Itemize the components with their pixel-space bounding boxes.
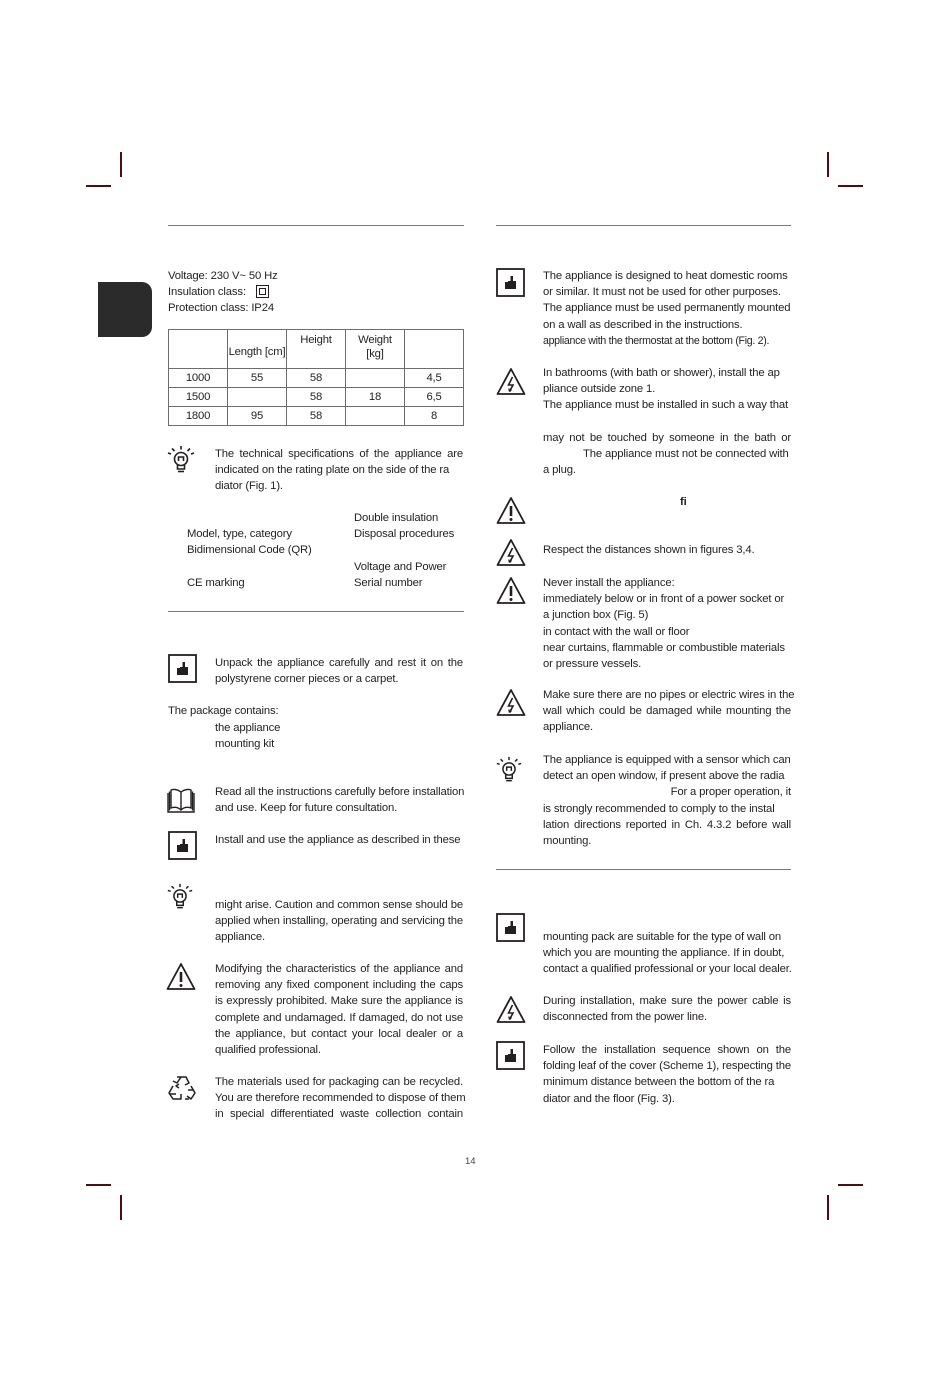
install-use-text: Install and use the appliance as described in these	[215, 834, 461, 846]
table-cell: 58	[287, 388, 346, 407]
recycle-icon	[167, 1073, 197, 1103]
mounting-pack-text: mounting pack are suitable for the type of wall on which you are mounting the appliance. If in doubt, contact a qualified professional or your local dealer.	[543, 931, 792, 976]
electric-hazard-icon	[496, 995, 526, 1025]
intended-use-text: The appliance is designed to heat domestic rooms or similar. It must not be used for other purposes. The appliance must be used permanently mounted on a wall as described in the instructions. appliance with the thermostat at the bottom (Fig. 2).	[543, 270, 791, 347]
electric-hazard-icon	[496, 688, 526, 718]
rule-right-mid	[496, 869, 791, 870]
never-install-text: Never install the appliance: immediately below or in front of a power socket or a junction box (Fig. 5) in contact with the wall or floor near curtains, flammable or combustible materials or pressure vessels.	[543, 577, 785, 671]
table-cell: 8	[405, 407, 464, 426]
crop-mark-bottom-right-h	[838, 1184, 863, 1186]
table-cell: 6,5	[405, 388, 464, 407]
hand-instruction-icon	[496, 1041, 526, 1071]
hand-instruction-icon	[496, 913, 526, 943]
sensor-text: The appliance is equipped with a sensor which can detect an open window, if present above the radia For a proper operation, it is strongly recommended to comply to the instal lation directions reported in Ch. 4.3.2 before wall mounting.	[543, 754, 791, 848]
package-item: mounting kit	[215, 738, 275, 751]
table-cell	[346, 369, 405, 388]
warning-icon	[166, 962, 196, 992]
rating-plate-left-labels: Model, type, category Bidimensional Code (QR) CE marking	[187, 528, 312, 589]
modify-warning-text: Modifying the characteristics of the appliance and removing any fixed component including the caps is expressly prohibited. Make sure the appliance is complete and undamaged. If damaged, do not use the appliance, but contact your local dealer or a qualified professional.	[215, 963, 463, 1057]
voltage-spec: Voltage: 230 V~ 50 Hz	[168, 270, 278, 282]
page-number: 14	[465, 1156, 476, 1167]
recycle-text: The materials used for packaging can be recycled. You are therefore recommended to dispose of them in special differentiated waste collection contain	[215, 1076, 466, 1121]
insulation-spec: Insulation class:	[168, 284, 278, 300]
table-cell: 1800	[169, 407, 228, 426]
protection-spec: Protection class: IP24	[168, 302, 274, 315]
table-header-cell: Height	[287, 330, 346, 369]
crop-mark-bottom-left-v	[120, 1195, 122, 1220]
section-tab	[98, 282, 152, 337]
table-cell: 18	[346, 388, 405, 407]
table-header-cell: Weight [kg]	[346, 330, 405, 369]
table-cell: 55	[228, 369, 287, 388]
crop-mark-bottom-left-h	[86, 1184, 111, 1186]
table-cell: 1500	[169, 388, 228, 407]
power-cable-text: During installation, make sure the power cable is disconnected from the power line.	[543, 995, 791, 1024]
table-row	[169, 407, 464, 426]
crop-mark-top-right-v	[827, 152, 829, 177]
fi-warning-text: fi	[680, 496, 687, 508]
book-icon	[166, 786, 196, 814]
package-item: the appliance	[215, 722, 281, 734]
table-row	[169, 388, 464, 407]
rating-plate-right-labels: Double insulation Disposal procedures Voltage and Power Serial number	[354, 512, 455, 589]
warning-icon	[496, 576, 526, 606]
rule-left-mid	[168, 611, 464, 612]
sequence-text: Follow the installation sequence shown on the folding leaf of the cover (Scheme 1), respecting the minimum distance between the bottom of the ra diator and the floor (Fig. 3).	[543, 1044, 791, 1105]
lightbulb-icon	[495, 755, 523, 783]
table-cell: 1000	[169, 369, 228, 388]
hand-instruction-icon	[168, 831, 198, 861]
caution-text: might arise. Caution and common sense should be applied when installing, operating and servicing the appliance.	[215, 899, 463, 944]
hand-instruction-icon	[496, 268, 526, 298]
package-title: The package contains:	[168, 705, 279, 717]
lightbulb-icon	[166, 882, 194, 910]
rating-note: The technical specifications of the appliance are indicated on the rating plate on the side of the ra diator (Fig. 1).	[215, 448, 463, 493]
hand-instruction-icon	[168, 654, 198, 684]
crop-mark-top-right-h	[838, 185, 863, 187]
table-header-cell	[405, 330, 464, 369]
electric-hazard-icon	[496, 538, 526, 568]
electric-hazard-icon	[496, 367, 526, 397]
table-cell	[228, 388, 287, 407]
rule-left-top	[168, 225, 464, 226]
specs-block	[168, 268, 278, 317]
table-cell: 58	[287, 369, 346, 388]
table-header-cell	[169, 330, 228, 369]
lightbulb-icon	[166, 444, 196, 474]
unpack-text: Unpack the appliance carefully and rest it on the polystyrene corner pieces or a carpet.	[215, 657, 463, 686]
table-header-cell: Length [cm]	[228, 330, 287, 369]
table-cell: 95	[228, 407, 287, 426]
warning-icon	[496, 496, 526, 526]
table-cell: 58	[287, 407, 346, 426]
double-insulation-icon	[256, 285, 269, 298]
crop-mark-top-left-v	[120, 152, 122, 177]
package-items	[215, 720, 280, 752]
read-instructions-text: Read all the instructions carefully before installation and use. Keep for future consultation.	[215, 786, 465, 815]
bathroom-text: In bathrooms (with bath or shower), install the ap pliance outside zone 1. The appliance must be installed in such a way that may not be touched by someone in the bath or The appliance must not be connected with a plug.	[543, 367, 791, 477]
table-header-row	[169, 330, 464, 369]
table-cell	[346, 407, 405, 426]
crop-mark-top-left-h	[86, 185, 111, 187]
pipes-text: Make sure there are no pipes or electric wires in the wall which could be damaged while mounting the appliance.	[543, 689, 795, 734]
table-row	[169, 369, 464, 388]
distances-text: Respect the distances shown in figures 3,4.	[543, 544, 755, 556]
dimensions-table	[168, 329, 464, 426]
crop-mark-bottom-right-v	[827, 1195, 829, 1220]
rule-right-top	[496, 225, 791, 226]
table-cell: 4,5	[405, 369, 464, 388]
